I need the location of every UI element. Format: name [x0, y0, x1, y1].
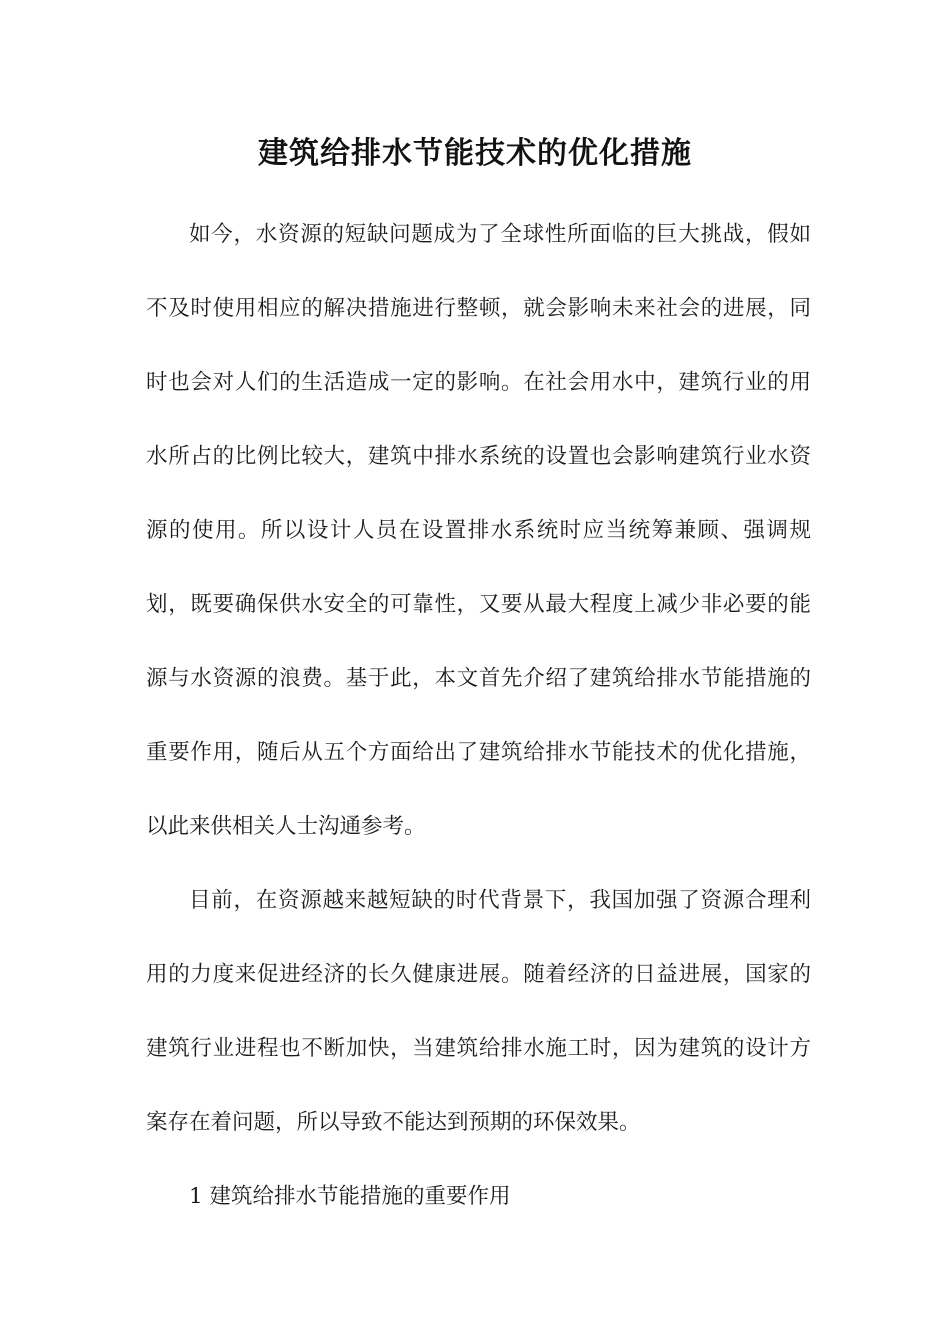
paragraph-background: 目前，在资源越来越短缺的时代背景下，我国加强了资源合理利用的力度来促进经济的长久健康进展。随着经济的日益进展，国家的建筑行业进程也不断加快，当建筑给排水施工时，因为建筑的设计方案存在着问题，所以导致不能达到预期的环保效果。	[146, 888, 811, 1135]
section-heading: 1 建筑给排水节能措施的重要作用	[189, 1184, 511, 1209]
document-body	[146, 198, 811, 1234]
paragraph-intro: 如今，水资源的短缺问题成为了全球性所面临的巨大挑战，假如不及时使用相应的解决措施进行整顿，就会影响未来社会的进展，同时也会对人们的生活造成一定的影响。在社会用水中，建筑行业的用水所占的比例比较大，建筑中排水系统的设置也会影响建筑行业水资源的使用。所以设计人员在设置排水系统时应当统筹兼顾、强调规划，既要确保供水安全的可靠性，又要从最大程度上减少非必要的能源与水资源的浪费。基于此，本文首先介绍了建筑给排水节能措施的重要作用，随后从五个方面给出了建筑给排水节能技术的优化措施，以此来供相关人士沟通参考。	[146, 222, 811, 839]
document-title: 建筑给排水节能技术的优化措施	[258, 136, 692, 171]
